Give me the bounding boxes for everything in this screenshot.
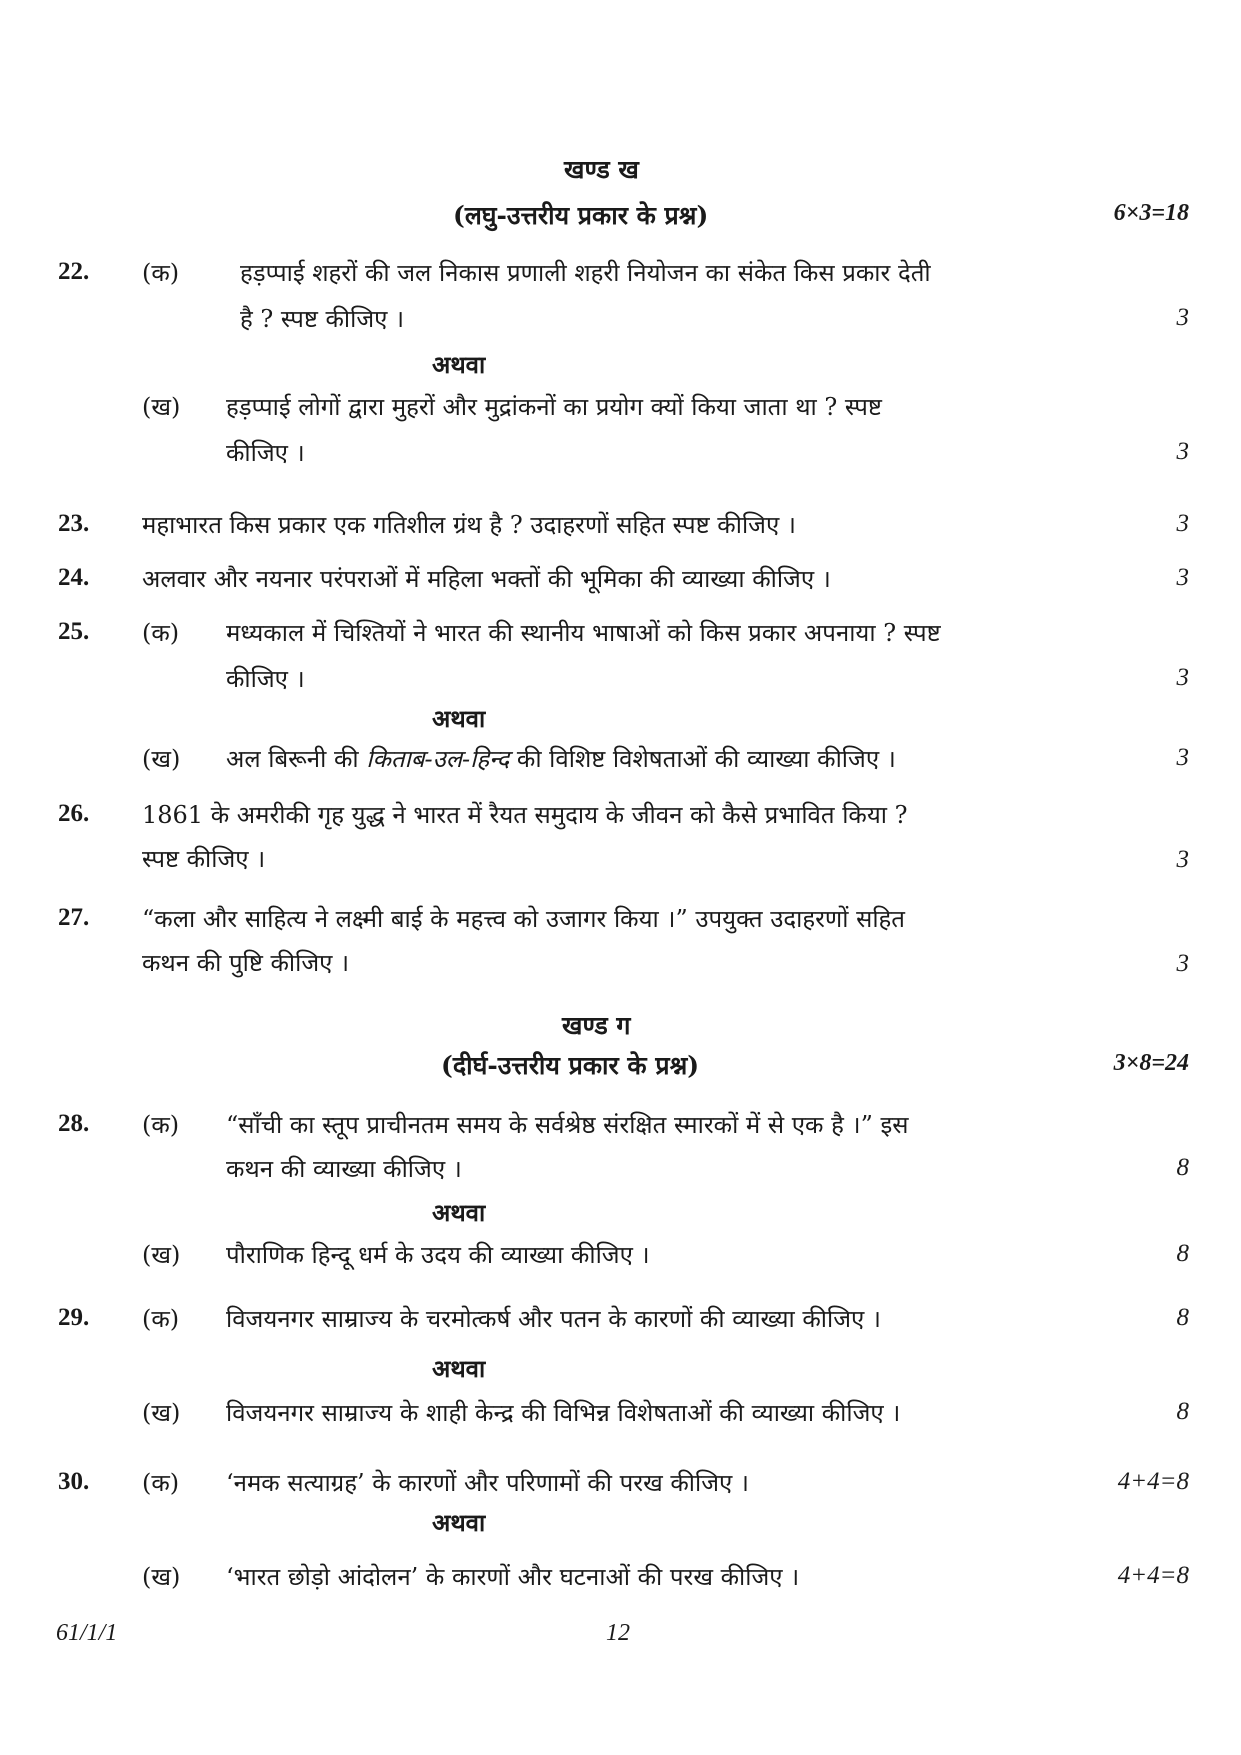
question-number: 30. bbox=[58, 1468, 90, 1495]
section-c-subtitle: (दीर्घ-उत्तरीय प्रकार के प्रश्न) bbox=[441, 1051, 700, 1080]
part-label: (क) bbox=[142, 1305, 180, 1333]
part-label: (क) bbox=[142, 1469, 180, 1497]
question-text: कथन की पुष्टि कीजिए । bbox=[142, 949, 350, 977]
question-text: हड़प्पाई लोगों द्वारा मुहरों और मुद्रांकनों का प्रयोग क्यों किया जाता था ? स्पष्ट bbox=[226, 393, 882, 421]
question-marks: 3 bbox=[1176, 664, 1189, 691]
question-text: हड़प्पाई शहरों की जल निकास प्रणाली शहरी नियोजन का संकेत किस प्रकार देती bbox=[240, 259, 931, 287]
question-text: कीजिए । bbox=[226, 665, 305, 693]
question-text: स्पष्ट कीजिए । bbox=[142, 845, 266, 873]
question-marks: 8 bbox=[1176, 1240, 1189, 1267]
or-label: अथवा bbox=[432, 1354, 486, 1383]
part-label: (क) bbox=[142, 259, 180, 287]
part-label: (क) bbox=[142, 1111, 180, 1139]
question-text: विजयनगर साम्राज्य के शाही केन्द्र की विभिन्न विशेषताओं की व्याख्या कीजिए । bbox=[226, 1399, 901, 1427]
or-label: अथवा bbox=[432, 704, 486, 733]
question-number: 22. bbox=[58, 258, 90, 285]
question-text: कीजिए । bbox=[226, 439, 305, 467]
question-text: पौराणिक हिन्दू धर्म के उदय की व्याख्या कीजिए । bbox=[226, 1241, 650, 1269]
question-number: 25. bbox=[58, 618, 90, 645]
question-marks: 8 bbox=[1176, 1154, 1189, 1181]
question-marks: 3 bbox=[1176, 744, 1189, 771]
section-c-marks: 3×8=24 bbox=[1113, 1050, 1189, 1076]
book-title: किताब-उल-हिन्द bbox=[366, 745, 510, 773]
question-text: है ? स्पष्ट कीजिए । bbox=[240, 305, 405, 333]
or-label: अथवा bbox=[432, 350, 486, 379]
question-number: 29. bbox=[58, 1304, 90, 1331]
question-marks: 8 bbox=[1176, 1304, 1189, 1331]
paper-code: 61/1/1 bbox=[56, 1620, 118, 1646]
question-text: ‘भारत छोड़ो आंदोलन’ के कारणों और घटनाओं की परख कीजिए । bbox=[226, 1563, 800, 1591]
part-label: (ख) bbox=[142, 393, 181, 421]
part-label: (ख) bbox=[142, 1563, 181, 1591]
or-label: अथवा bbox=[432, 1508, 486, 1537]
question-text: “साँची का स्तूप प्राचीनतम समय के सर्वश्रेष्ठ संरक्षित स्मारकों में से एक है ।” इस bbox=[226, 1111, 909, 1139]
question-number: 26. bbox=[58, 800, 90, 827]
question-marks: 4+4=8 bbox=[1117, 1468, 1189, 1495]
part-label: (ख) bbox=[142, 745, 181, 773]
question-text: “कला और साहित्य ने लक्ष्मी बाई के महत्त्व को उजागर किया ।” उपयुक्त उदाहरणों सहित bbox=[142, 905, 905, 933]
question-marks: 3 bbox=[1176, 438, 1189, 465]
question-text: अलवार और नयनार परंपराओं में महिला भक्तों की भूमिका की व्याख्या कीजिए । bbox=[142, 565, 831, 593]
question-marks: 3 bbox=[1176, 950, 1189, 977]
question-text: 1861 के अमरीकी गृह युद्ध ने भारत में रैयत समुदाय के जीवन को कैसे प्रभावित किया ? bbox=[142, 801, 908, 829]
question-number: 28. bbox=[58, 1110, 90, 1137]
section-b-marks: 6×3=18 bbox=[1113, 200, 1189, 226]
question-marks: 3 bbox=[1176, 564, 1189, 591]
part-label: (ख) bbox=[142, 1399, 181, 1427]
question-text: मध्यकाल में चिश्तियों ने भारत की स्थानीय भाषाओं को किस प्रकार अपनाया ? स्पष्ट bbox=[226, 619, 941, 647]
page-number: 12 bbox=[606, 1620, 630, 1646]
or-label: अथवा bbox=[432, 1198, 486, 1227]
question-number: 27. bbox=[58, 904, 90, 931]
question-text: कथन की व्याख्या कीजिए । bbox=[226, 1155, 462, 1183]
question-text: अल बिरूनी की किताब-उल-हिन्द की विशिष्ट विशेषताओं की व्याख्या कीजिए । bbox=[226, 745, 896, 773]
question-text: महाभारत किस प्रकार एक गतिशील ग्रंथ है ? उदाहरणों सहित स्पष्ट कीजिए । bbox=[142, 511, 796, 539]
question-marks: 4+4=8 bbox=[1117, 1562, 1189, 1589]
question-marks: 3 bbox=[1176, 304, 1189, 331]
question-number: 23. bbox=[58, 510, 90, 537]
question-marks: 3 bbox=[1176, 510, 1189, 537]
section-b-title: खण्ड ख bbox=[564, 155, 639, 184]
section-b-subtitle: (लघु-उत्तरीय प्रकार के प्रश्न) bbox=[453, 201, 709, 230]
section-c-title: खण्ड ग bbox=[562, 1011, 631, 1040]
question-number: 24. bbox=[58, 564, 90, 591]
question-marks: 3 bbox=[1176, 846, 1189, 873]
part-label: (क) bbox=[142, 619, 180, 647]
question-marks: 8 bbox=[1176, 1398, 1189, 1425]
part-label: (ख) bbox=[142, 1241, 181, 1269]
question-text: विजयनगर साम्राज्य के चरमोत्कर्ष और पतन के कारणों की व्याख्या कीजिए । bbox=[226, 1305, 882, 1333]
question-text: ‘नमक सत्याग्रह’ के कारणों और परिणामों की परख कीजिए । bbox=[226, 1469, 750, 1497]
